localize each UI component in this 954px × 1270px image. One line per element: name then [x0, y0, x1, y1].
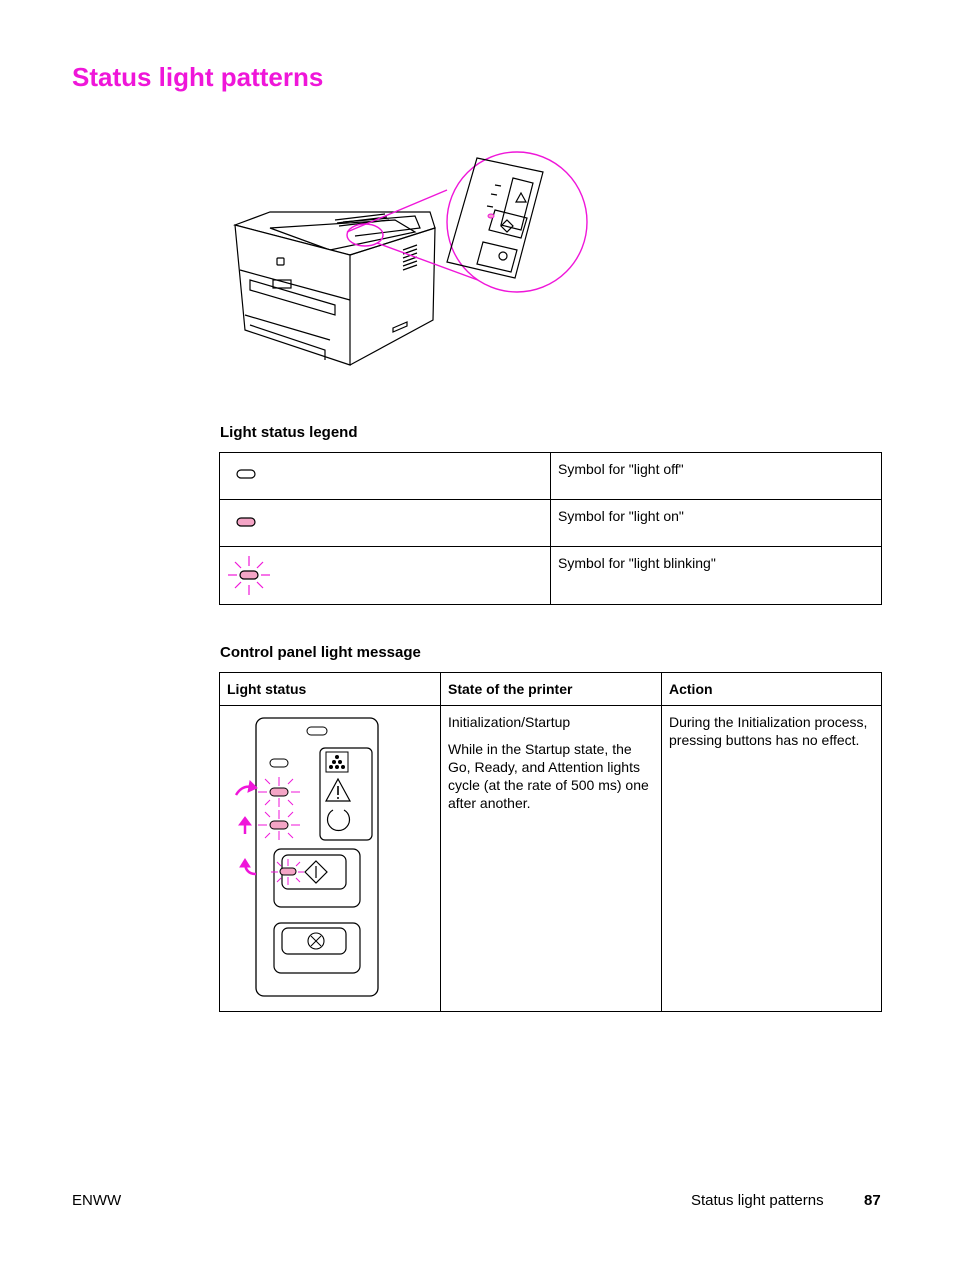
state-cell — [441, 706, 662, 1012]
light-status-cell — [220, 706, 441, 1012]
footer-left: ENWW — [72, 1192, 122, 1209]
legend-description: Symbol for "light blinking" — [551, 547, 882, 605]
cancel-icon — [308, 933, 324, 949]
legend-description: Symbol for "light on" — [551, 500, 882, 547]
footer-section: Status light patterns — [691, 1192, 824, 1209]
legend-symbol-cell — [220, 547, 551, 605]
legend-row — [220, 453, 882, 500]
legend-row — [220, 547, 882, 605]
column-header-action: Action — [662, 673, 882, 706]
sequence-arrows — [236, 781, 257, 874]
column-header-light-status: Light status — [220, 673, 441, 706]
column-header-state: State of the printer — [441, 673, 662, 706]
legend-heading: Light status legend — [220, 424, 358, 441]
light-off-icon — [232, 461, 272, 491]
legend-description: Symbol for "light off" — [551, 453, 882, 500]
light-blinking-icon — [226, 554, 276, 598]
page-number: 87 — [864, 1192, 881, 1209]
message-heading: Control panel light message — [220, 644, 421, 661]
table-header-row — [220, 673, 882, 706]
legend-row — [220, 500, 882, 547]
printer-illustration — [225, 150, 595, 375]
toner-icon — [326, 752, 348, 772]
state-title: Initialization/Startup — [448, 714, 571, 730]
table-row — [220, 706, 882, 1012]
state-detail: While in the Startup state, the Go, Ready, and Attention lights cycle (at the rate of 500 ms) one after another. — [448, 741, 649, 811]
action-text: During the Initialization process, pressing buttons has no effect. — [669, 714, 868, 748]
light-status-legend-table — [219, 452, 882, 605]
page-title: Status light patterns — [72, 62, 324, 92]
control-panel-light-message-table — [219, 672, 882, 1012]
legend-symbol-cell — [220, 500, 551, 547]
control-panel-diagram — [232, 715, 402, 1005]
light-on-icon — [232, 508, 272, 538]
legend-symbol-cell — [220, 453, 551, 500]
action-cell — [662, 706, 882, 1012]
